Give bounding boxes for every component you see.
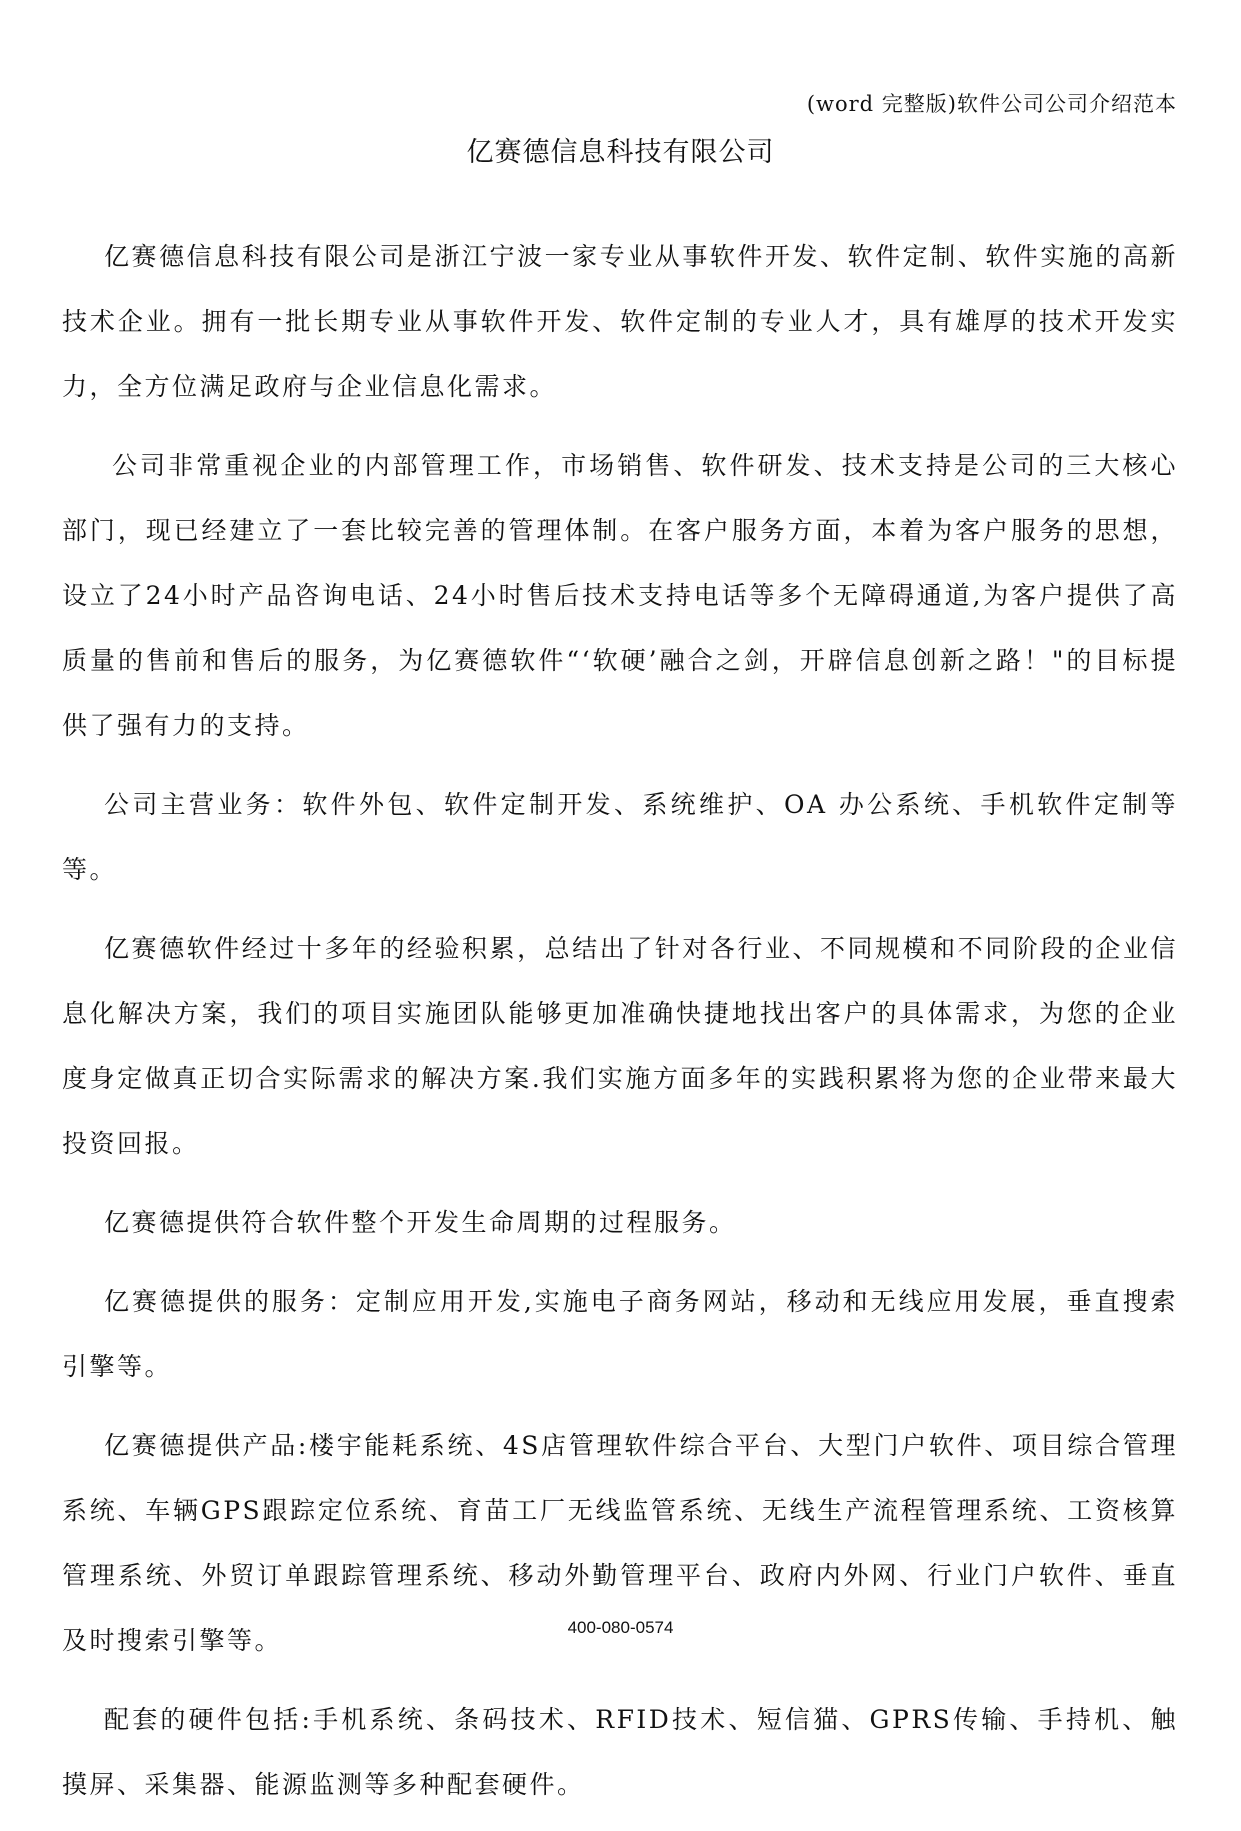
paragraph-products: 亿赛德提供产品:楼宇能耗系统、4S店管理软件综合平台、大型门户软件、项目综合管理系统、车辆GPS跟踪定位系统、育苗工厂无线监管系统、无线生产流程管理系统、工资核算管理系统、外贸订单跟踪管理系统、移动外勤管理平台、政府内外网、行业门户软件、垂直及时搜索引擎等。	[62, 1431, 1178, 1655]
paragraph-lifecycle: 亿赛德提供符合软件整个开发生命周期的过程服务。	[104, 1208, 737, 1237]
paragraph-management: 公司非常重视企业的内部管理工作，市场销售、软件研发、技术支持是公司的三大核心部门，现已经建立了一套比较完善的管理体制。在客户服务方面，本着为客户服务的思想，设立了24小时产品咨询电话、24小时售后技术支持电话等多个无障碍通道,为客户提供了高质量的售前和售后的服务，为亿赛德软件“‘软硬’融合之剑，开辟信息创新之路！"的目标提供了强有力的支持。	[62, 451, 1178, 740]
paragraph-hardware: 配套的硬件包括:手机系统、条码技术、RFID技术、短信猫、GPRS传输、手持机、触摸屏、采集器、能源监测等多种配套硬件。	[62, 1705, 1178, 1799]
page-footer-phone: 400-080-0574	[567, 1618, 674, 1637]
document-title: 亿赛德信息科技有限公司	[466, 137, 775, 168]
paragraph-experience: 亿赛德软件经过十多年的经验积累，总结出了针对各行业、不同规模和不同阶段的企业信息化解决方案，我们的项目实施团队能够更加准确快捷地找出客户的具体需求，为您的企业度身定做真正切合实际需求的解决方案.我们实施方面多年的实践积累将为您的企业带来最大投资回报。	[62, 934, 1178, 1158]
page-header: (word 完整版)软件公司公司介绍范本	[806, 92, 1177, 116]
paragraph-main-business: 公司主营业务：软件外包、软件定制开发、系统维护、OA 办公系统、手机软件定制等等。	[62, 790, 1178, 884]
paragraph-services: 亿赛德提供的服务：定制应用开发,实施电子商务网站，移动和无线应用发展，垂直搜索引擎等。	[62, 1287, 1178, 1381]
document-body	[62, 224, 1178, 1831]
paragraph-company-intro: 亿赛德信息科技有限公司是浙江宁波一家专业从事软件开发、软件定制、软件实施的高新技术企业。拥有一批长期专业从事软件开发、软件定制的专业人才，具有雄厚的技术开发实力，全方位满足政府与企业信息化需求。	[62, 242, 1178, 401]
